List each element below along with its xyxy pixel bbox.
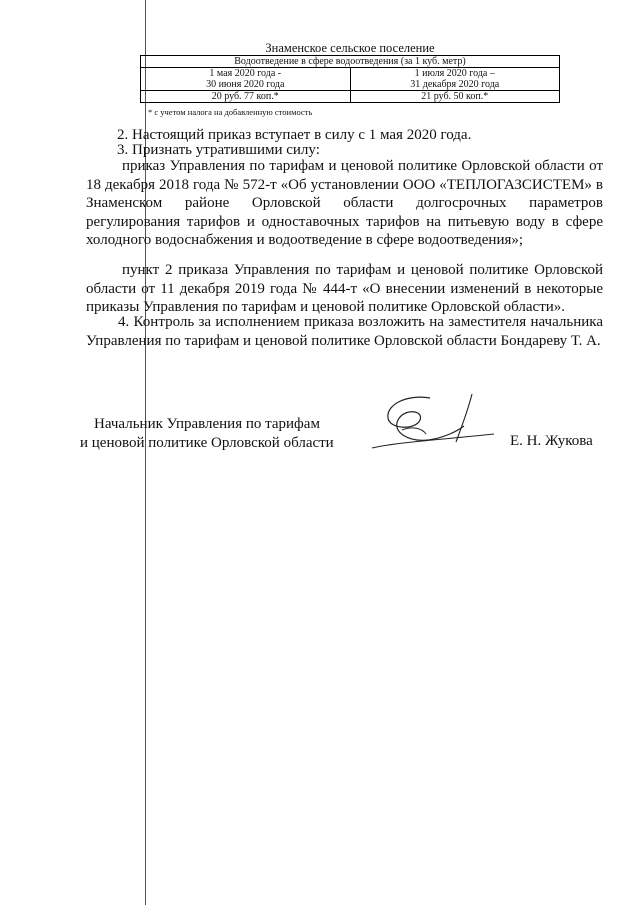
- paragraph-3: 3. Признать утратившими силу:: [117, 142, 320, 158]
- table-header-cell: Водоотведение в сфере водоотведения (за 1 куб. метр): [141, 56, 560, 68]
- period-cell: 1 июля 2020 года – 31 декабря 2020 года: [350, 68, 560, 91]
- paragraph-4: 4. Контроль за исполнением приказа возложить на заместителя начальника Управления по тарифам и ценовой политике Орловской области Бондареву Т. А.: [86, 314, 603, 349]
- signatory-title-line2: и ценовой политике Орловской области: [80, 434, 334, 451]
- signatory-name: Е. Н. Жукова: [510, 433, 593, 449]
- price-cell: 20 руб. 77 коп.*: [141, 91, 351, 103]
- table-footnote: * с учетом налога на добавленную стоимость: [148, 107, 313, 117]
- table-row: [141, 56, 560, 68]
- price-cell: 21 руб. 50 коп.*: [350, 91, 560, 103]
- signatory-title-line1: Начальник Управления по тарифам: [94, 416, 320, 432]
- signatory-title: [80, 415, 334, 452]
- table-row: [141, 91, 560, 103]
- period-cell: 1 мая 2020 года - 30 июня 2020 года: [141, 68, 351, 91]
- table-title: Знаменское сельское поселение: [265, 41, 435, 55]
- paragraph-2: 2. Настоящий приказ вступает в силу с 1 мая 2020 года.: [117, 127, 472, 143]
- table-row: [141, 68, 560, 91]
- paragraph-repealed-order-2: пункт 2 приказа Управления по тарифам и ценовой политике Орловской области от 11 декабря 2019 года № 444-т «О внесении изменений в некоторые приказы Управления по тарифам и ценовой политике Орловской области».: [86, 262, 603, 315]
- handwritten-signature: [368, 390, 498, 465]
- tariff-table: [140, 55, 560, 103]
- paragraph-repealed-order-1: приказ Управления по тарифам и ценовой политике Орловской области от 18 декабря 2018 года № 572-т «Об установлении ООО «ТЕПЛОГАЗСИСТЕМ» в Знаменском районе Орловской области долгосрочных параметров регулирования тарифов и одноставочных тарифов на питьевую воду в сфере холодного водоснабжения и водоотведение в сфере водоотведения»;: [86, 158, 603, 248]
